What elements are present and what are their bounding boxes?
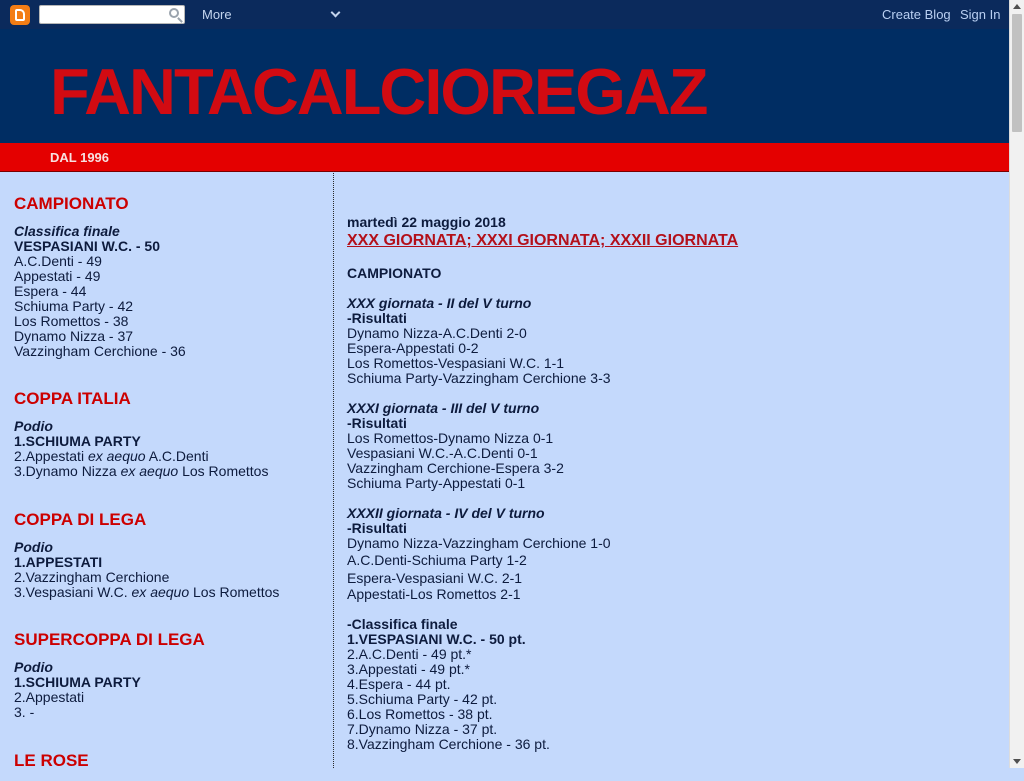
search-icon[interactable]: [169, 8, 179, 18]
podium-first: 1.APPESTATI: [14, 554, 103, 570]
search-input[interactable]: [40, 7, 160, 24]
sign-in-link[interactable]: Sign In: [960, 7, 1001, 22]
podium-second: [14, 449, 268, 464]
match-result: Dynamo Nizza-Vazzingham Cerchione 1-0: [347, 535, 611, 551]
widget-subheading: Podio: [14, 539, 53, 555]
le-rose-widget: [14, 751, 89, 781]
match-result: Dynamo Nizza-A.C.Denti 2-0: [347, 325, 527, 341]
description-bar: [0, 143, 1009, 172]
post-title-link[interactable]: XXX GIORNATA; XXXI GIORNATA; XXXII GIORNATA: [347, 232, 739, 249]
standings-row: Los Romettos - 38: [14, 313, 129, 329]
widget-heading: SUPERCOPPA DI LEGA: [14, 630, 205, 649]
match-result: Schiuma Party-Appestati 0-1: [347, 475, 526, 491]
vertical-scrollbar[interactable]: [1009, 0, 1024, 768]
podium-team: Los Romettos: [182, 463, 269, 479]
standings-winner: 1.VESPASIANI W.C. - 50 pt.: [347, 631, 526, 647]
post-body: [347, 266, 987, 752]
results-label: -Risultati: [347, 520, 407, 536]
blogger-navbar: [0, 0, 1009, 29]
scroll-down-icon[interactable]: [1013, 759, 1021, 764]
scroll-up-icon[interactable]: [1013, 4, 1021, 9]
coppa-italia-widget: [14, 389, 268, 479]
match-result: A.C.Denti-Schiuma Party 1-2: [347, 552, 527, 568]
match-result: Vazzingham Cerchione-Espera 3-2: [347, 460, 564, 476]
round-heading: XXXI giornata - III del V turno: [347, 400, 540, 416]
standings-row: 4.Espera - 44 pt.: [347, 676, 451, 692]
standings-row: 7.Dynamo Nizza - 37 pt.: [347, 721, 498, 737]
podium-second: 2.Appestati: [14, 689, 85, 705]
standings-row: 5.Schiuma Party - 42 pt.: [347, 691, 498, 707]
round-heading: XXX giornata - II del V turno: [347, 295, 532, 311]
results-label: -Risultati: [347, 310, 407, 326]
podium-third: [14, 585, 279, 600]
podium-second: 2.Vazzingham Cerchione: [14, 569, 170, 585]
supercoppa-widget: [14, 630, 205, 720]
match-result: Vespasiani W.C.-A.C.Denti 0-1: [347, 445, 538, 461]
ex-aequo-text: ex aequo: [87, 448, 146, 464]
match-result: Schiuma Party-Vazzingham Cerchione 3-3: [347, 370, 611, 386]
podium-first: 1.SCHIUMA PARTY: [14, 674, 141, 690]
podium-team: 3.Vespasiani W.C.: [14, 584, 128, 600]
results-label: -Risultati: [347, 415, 407, 431]
widget-subheading: Classifica finale: [14, 223, 120, 239]
podium-team: 3.Dynamo Nizza: [14, 463, 117, 479]
standings-row: 3.Appestati - 49 pt.*: [347, 661, 470, 677]
widget-subheading: Podio: [14, 659, 53, 675]
post-date: martedì 22 maggio 2018: [347, 214, 506, 230]
podium-third: 3. -: [14, 704, 35, 720]
standings-row: Schiuma Party - 42: [14, 298, 134, 314]
podium-first: 1.SCHIUMA PARTY: [14, 433, 141, 449]
standings-label: -Classifica finale: [347, 616, 458, 632]
standings-row: Vazzingham Cerchione - 36: [14, 343, 186, 359]
standings-row: Dynamo Nizza - 37: [14, 328, 134, 344]
podium-team: 2.Appestati: [14, 448, 85, 464]
standings-row: Appestati - 49: [14, 268, 101, 284]
standings-row: 8.Vazzingham Cerchione - 36 pt.: [347, 736, 550, 752]
blog-description: DAL 1996: [50, 150, 110, 165]
more-menu[interactable]: More: [202, 7, 232, 22]
coppa-di-lega-widget: [14, 510, 279, 600]
standings-row: Espera - 44: [14, 283, 87, 299]
search-box[interactable]: [39, 5, 185, 24]
sidebar: [0, 173, 334, 768]
blogger-logo-icon[interactable]: [10, 5, 30, 25]
podium-third: [14, 464, 268, 479]
match-result: Espera-Vespasiani W.C. 2-1: [347, 570, 523, 586]
standings-winner: VESPASIANI W.C. - 50: [14, 238, 160, 254]
match-result: Appestati-Los Romettos 2-1: [347, 586, 521, 602]
match-result: Los Romettos-Vespasiani W.C. 1-1: [347, 355, 565, 371]
chevron-down-icon[interactable]: [331, 8, 341, 18]
widget-heading: LE ROSE: [14, 751, 89, 770]
standings-row: A.C.Denti - 49: [14, 253, 102, 269]
blog-header: [0, 29, 1009, 143]
standings-row: 2.A.C.Denti - 49 pt.*: [347, 646, 472, 662]
widget-subheading: Podio: [14, 418, 53, 434]
campionato-widget: [14, 194, 186, 359]
round-heading: XXXII giornata - IV del V turno: [347, 505, 545, 521]
scroll-thumb[interactable]: [1012, 14, 1022, 132]
match-result: Los Romettos-Dynamo Nizza 0-1: [347, 430, 554, 446]
widget-heading: CAMPIONATO: [14, 194, 129, 213]
ex-aequo-text: ex aequo: [131, 584, 190, 600]
podium-team: A.C.Denti: [148, 448, 209, 464]
widget-heading: COPPA DI LEGA: [14, 510, 147, 529]
standings-row: 6.Los Romettos - 38 pt.: [347, 706, 493, 722]
podium-team: Los Romettos: [193, 584, 280, 600]
widget-heading: COPPA ITALIA: [14, 389, 131, 408]
create-blog-link[interactable]: Create Blog: [882, 7, 951, 22]
blog-title[interactable]: FANTACALCIOREGAZ: [50, 55, 707, 128]
post-section-heading: CAMPIONATO: [347, 265, 442, 281]
ex-aequo-text: ex aequo: [120, 463, 179, 479]
match-result: Espera-Appestati 0-2: [347, 340, 479, 356]
